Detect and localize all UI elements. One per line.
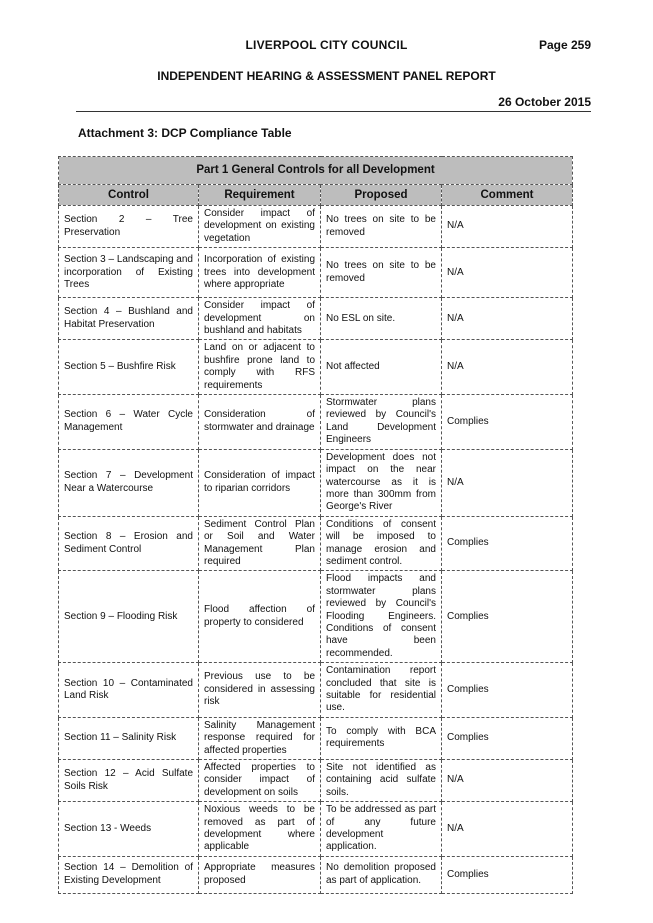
column-header-proposed: Proposed bbox=[321, 185, 442, 206]
proposed-cell: Flood impacts and stormwater plans reviewed by Council's Flooding Engineers. Conditions of consent have been recommended. bbox=[321, 571, 442, 663]
proposed-cell: To comply with BCA requirements bbox=[321, 717, 442, 759]
column-header-requirement: Requirement bbox=[199, 185, 321, 206]
proposed-cell: To be addressed as part of any future development application. bbox=[321, 802, 442, 857]
table-row bbox=[59, 516, 573, 571]
control-cell: Section 7 – Development Near a Watercourse bbox=[59, 449, 199, 516]
requirement-cell: Flood affection of property to considered bbox=[199, 571, 321, 663]
proposed-cell: Stormwater plans reviewed by Council's Land Development Engineers bbox=[321, 395, 442, 450]
table-row bbox=[59, 298, 573, 340]
control-cell: Section 11 – Salinity Risk bbox=[59, 717, 199, 759]
attachment-title: Attachment 3: DCP Compliance Table bbox=[78, 126, 292, 140]
column-header-comment: Comment bbox=[442, 185, 573, 206]
comment-cell: Complies bbox=[442, 395, 573, 450]
table-row bbox=[59, 449, 573, 516]
comment-cell: N/A bbox=[442, 760, 573, 802]
control-cell: Section 9 – Flooding Risk bbox=[59, 571, 199, 663]
dcp-compliance-table bbox=[58, 156, 573, 894]
comment-cell: Complies bbox=[442, 571, 573, 663]
comment-cell: N/A bbox=[442, 248, 573, 298]
comment-cell: Complies bbox=[442, 717, 573, 759]
part-title: Part 1 General Controls for all Development bbox=[59, 157, 573, 185]
requirement-cell: Salinity Management response required for affected properties bbox=[199, 717, 321, 759]
comment-cell: N/A bbox=[442, 802, 573, 857]
proposed-cell: No trees on site to be removed bbox=[321, 206, 442, 248]
comment-cell: N/A bbox=[442, 206, 573, 248]
requirement-cell: Land on or adjacent to bushfire prone land to comply with RFS requirements bbox=[199, 340, 321, 395]
control-cell: Section 14 – Demolition of Existing Development bbox=[59, 856, 199, 893]
proposed-cell: Site not identified as containing acid sulfate soils. bbox=[321, 760, 442, 802]
control-cell: Section 12 – Acid Sulfate Soils Risk bbox=[59, 760, 199, 802]
proposed-cell: No trees on site to be removed bbox=[321, 248, 442, 298]
requirement-cell: Previous use to be considered in assessing risk bbox=[199, 663, 321, 718]
table-row bbox=[59, 340, 573, 395]
comment-cell: Complies bbox=[442, 663, 573, 718]
page-number: Page 259 bbox=[538, 38, 591, 52]
comment-cell: N/A bbox=[442, 340, 573, 395]
proposed-cell: Not affected bbox=[321, 340, 442, 395]
requirement-cell: Consideration of stormwater and drainage bbox=[199, 395, 321, 450]
requirement-cell: Affected properties to consider impact of development on soils bbox=[199, 760, 321, 802]
control-cell: Section 10 – Contaminated Land Risk bbox=[59, 663, 199, 718]
table-row bbox=[59, 760, 573, 802]
comment-cell: N/A bbox=[442, 298, 573, 340]
requirement-cell: Appropriate measures proposed bbox=[199, 856, 321, 893]
control-cell: Section 13 - Weeds bbox=[59, 802, 199, 857]
requirement-cell: Consider impact of development on existing vegetation bbox=[199, 206, 321, 248]
requirement-cell: Sediment Control Plan or Soil and Water Management Plan required bbox=[199, 516, 321, 571]
table-row bbox=[59, 571, 573, 663]
requirement-cell: Consider impact of development on bushland and habitats bbox=[199, 298, 321, 340]
proposed-cell: Contamination report concluded that site is suitable for residential use. bbox=[321, 663, 442, 718]
control-cell: Section 3 – Landscaping and incorporation of Existing Trees bbox=[59, 248, 199, 298]
header-divider bbox=[76, 111, 591, 112]
comment-cell: N/A bbox=[442, 449, 573, 516]
proposed-cell: No ESL on site. bbox=[321, 298, 442, 340]
control-cell: Section 2 – Tree Preservation bbox=[59, 206, 199, 248]
comment-cell: Complies bbox=[442, 516, 573, 571]
report-date: 26 October 2015 bbox=[498, 95, 591, 109]
table-row bbox=[59, 206, 573, 248]
table-row bbox=[59, 717, 573, 759]
report-title: INDEPENDENT HEARING & ASSESSMENT PANEL REPORT bbox=[157, 69, 496, 83]
proposed-cell: No demolition proposed as part of application. bbox=[321, 856, 442, 893]
table-row bbox=[59, 248, 573, 298]
requirement-cell: Noxious weeds to be removed as part of development where applicable bbox=[199, 802, 321, 857]
control-cell: Section 6 – Water Cycle Management bbox=[59, 395, 199, 450]
table-row bbox=[59, 856, 573, 893]
table-row bbox=[59, 663, 573, 718]
table-row bbox=[59, 802, 573, 857]
column-header-control: Control bbox=[59, 185, 199, 206]
comment-cell: Complies bbox=[442, 856, 573, 893]
control-cell: Section 8 – Erosion and Sediment Control bbox=[59, 516, 199, 571]
requirement-cell: Incorporation of existing trees into development where appropriate bbox=[199, 248, 321, 298]
control-cell: Section 4 – Bushland and Habitat Preservation bbox=[59, 298, 199, 340]
control-cell: Section 5 – Bushfire Risk bbox=[59, 340, 199, 395]
proposed-cell: Conditions of consent will be imposed to manage erosion and sediment control. bbox=[321, 516, 442, 571]
requirement-cell: Consideration of impact to riparian corridors bbox=[199, 449, 321, 516]
council-name: LIVERPOOL CITY COUNCIL bbox=[245, 38, 408, 52]
table-row bbox=[59, 395, 573, 450]
proposed-cell: Development does not impact on the near watercourse as it is more than 300mm from George's River bbox=[321, 449, 442, 516]
